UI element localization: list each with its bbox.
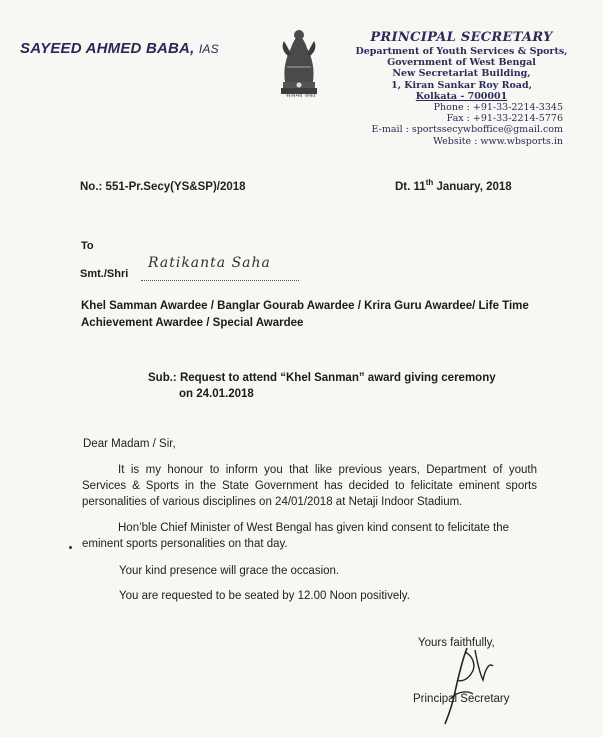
date-sup: th [425,178,434,187]
sender-name [20,40,219,57]
subject-line-2: on 24.01.2018 [179,388,254,400]
paragraph-1-text: It is my honour to inform you that like previous years, Department of youth Services & Sports in the State Government has decided to felicitate eminent sports personalities of various disciplines on 24/01/2018 at Netaji Indoor Stadium. [82,464,537,508]
letterhead-city: Kolkata - 700001 [415,90,508,102]
letterhead-building: New Secretariat Building, [392,68,531,80]
letterhead-government: Government of West Bengal [387,57,536,69]
letterhead-website: Website : www.wbsports.in [433,135,563,147]
letterhead-road: 1, Kiran Sankar Roy Road, [391,79,532,91]
letterhead-fax: Fax : +91-33-2214-5776 [446,113,563,125]
paragraph-4: You are requested to be seated by 12.00 Noon positively. [119,590,410,602]
handwritten-signature [437,640,497,730]
greeting: Dear Madam / Sir, [83,438,176,450]
paragraph-2 [82,520,537,552]
letterhead-phone: Phone : +91-33-2214-3345 [433,102,563,114]
subject-line-1: Sub.: Request to attend “Khel Sanman” award giving ceremony [148,372,496,384]
paragraph-1 [82,462,537,510]
letterhead-email: E-mail : sportssecywboffice@gmail.com [371,124,563,136]
addressee-dotted-line [141,280,299,281]
sender-name-text: SAYEED AHMED BABA, [20,40,195,57]
signatory-title: Principal Secretary [413,693,510,705]
emblem-motto: सत्यमेव जयते [286,92,316,99]
addressee-name: Ratikanta Saha [148,255,271,271]
to-label: To [81,240,94,252]
date-prefix: Dt. 11 [395,180,426,193]
awardee-categories: Khel Samman Awardee / Banglar Gourab Awardee / Krira Guru Awardee/ Life Time Achievement Awardee / Special Awardee [81,300,529,329]
paragraph-3: Your kind presence will grace the occasion. [119,565,340,577]
reference-number: No.: 551-Pr.Secy(YS&SP)/2018 [80,181,246,193]
letterhead [354,30,569,147]
sender-suffix: IAS [198,42,219,56]
letter-date [395,178,512,193]
addressee-prefix: Smt./Shri [80,268,129,280]
date-suffix: January, 2018 [433,180,512,193]
paragraph-2-text: Hon’ble Chief Minister of West Bengal has given kind consent to felicitate the eminent sports personalities on that day. [82,522,509,550]
subject [148,370,508,402]
stray-dot [69,546,72,549]
closing: Yours faithfully, [418,637,495,649]
letterhead-title: PRINCIPAL SECRETARY [370,30,553,45]
letterhead-department: Department of Youth Services & Sports, [355,46,568,57]
